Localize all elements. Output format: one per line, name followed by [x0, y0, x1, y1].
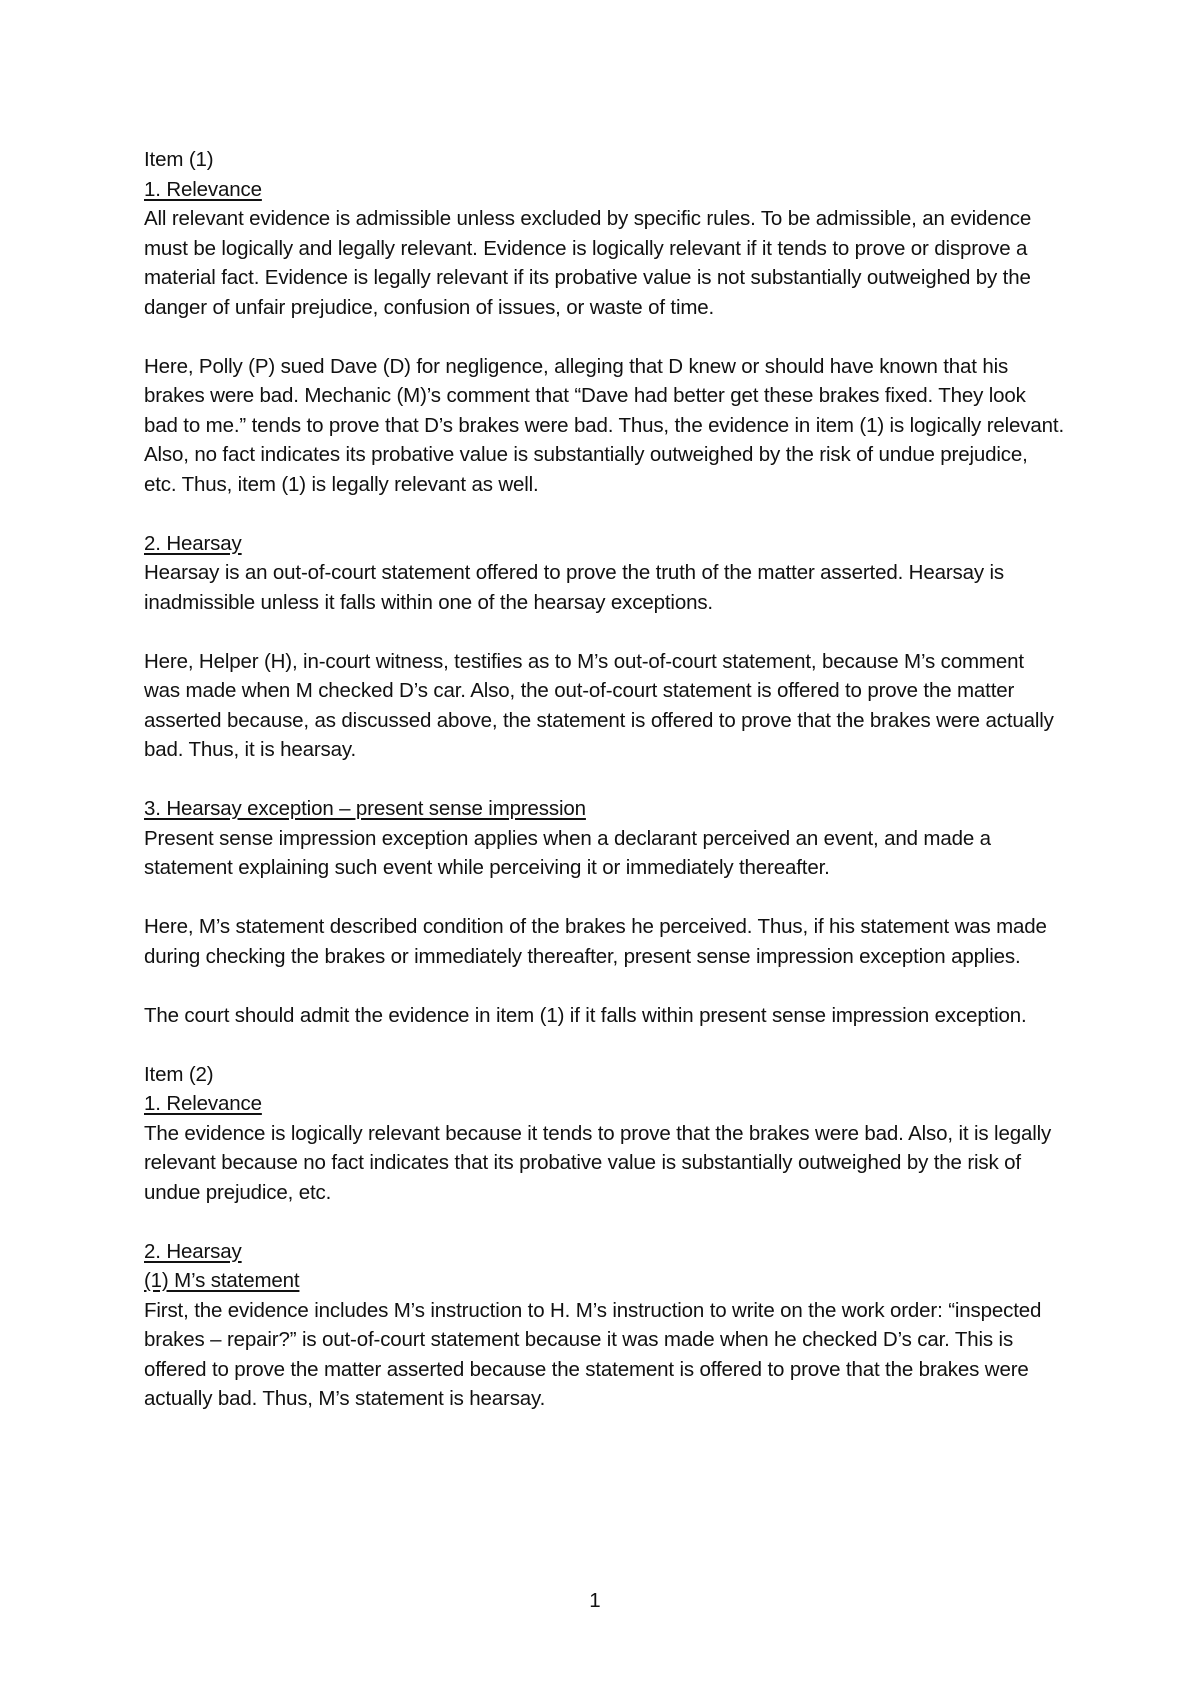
paragraph-gap: [144, 322, 1064, 352]
item-2-label: Item (2): [144, 1062, 214, 1086]
item-2-hearsay-heading: 2. Hearsay: [144, 1239, 242, 1263]
paragraph-gap: [144, 499, 1064, 529]
page-number: 1: [589, 1589, 601, 1612]
item-1-hearsay-analysis: Here, Helper (H), in-court witness, testifies as to M’s out-of-court statement, because M’s comment was made when M checked D’s car. Also, the out-of-court statement is offered to prove the matter asserted because, as discussed above, the statement is offered to prove that the brakes were actually bad. Thus, it is hearsay.: [144, 649, 1054, 761]
item-1-exception-heading: 3. Hearsay exception – present sense impression: [144, 797, 586, 820]
paragraph-gap: [144, 971, 1064, 1001]
item-2-m-statement-analysis: First, the evidence includes M’s instruction to H. M’s instruction to write on the work order: “inspected brakes – repair?” is out-of-court statement because it was made when he checked D’s car. This is offered to prove the matter asserted because the statement is offered to prove that the brakes were actually bad. Thus, M’s statement is hearsay.: [144, 1298, 1042, 1410]
item-1-hearsay-heading: 2. Hearsay: [144, 531, 242, 555]
item-2-relevance-heading: 1. Relevance: [144, 1092, 262, 1115]
paragraph-gap: [144, 1030, 1064, 1060]
paragraph-gap: [144, 617, 1064, 647]
item-1-hearsay-rule: Hearsay is an out-of-court statement offered to prove the truth of the matter asserted. Hearsay is inadmissible unless it falls within one of the hearsay exceptions.: [144, 561, 1005, 614]
item-1-relevance-heading: 1. Relevance: [144, 177, 262, 201]
item-1-conclusion: The court should admit the evidence in item (1) if it falls within present sense impression exception.: [144, 1003, 1027, 1027]
document-body: [144, 145, 1064, 1414]
paragraph-gap: [144, 883, 1064, 913]
item-2-m-statement-heading: (1) M’s statement: [144, 1269, 300, 1292]
paragraph-gap: [144, 1207, 1064, 1237]
item-1-exception-analysis: Here, M’s statement described condition of the brakes he perceived. Thus, if his statement was made during checking the brakes or immediately thereafter, present sense impression exception applies.: [144, 915, 1047, 968]
item-1-relevance-rule: All relevant evidence is admissible unless excluded by specific rules. To be admissible, an evidence must be logically and legally relevant. Evidence is logically relevant if it tends to prove or disprove a material fact. Evidence is legally relevant if its probative value is not substantially outweighed by the danger of unfair prejudice, confusion of issues, or waste of time.: [144, 207, 1032, 319]
item-1-exception-rule: Present sense impression exception applies when a declarant perceived an event, and made a statement explaining such event while perceiving it or immediately thereafter.: [144, 826, 991, 879]
item-2-relevance-analysis: The evidence is logically relevant because it tends to prove that the brakes were bad. Also, it is legally relevant because no fact indicates that its probative value is substantially outweighed by the risk of undue prejudice, etc.: [144, 1121, 1052, 1204]
item-1-relevance-analysis: Here, Polly (P) sued Dave (D) for negligence, alleging that D knew or should have known that his brakes were bad. Mechanic (M)’s comment that “Dave had better get these brakes fixed. They look bad to me.” tends to prove that D’s brakes were bad. Thus, the evidence in item (1) is logically relevant. Also, no fact indicates its probative value is substantially outweighed by the risk of undue prejudice, etc. Thus, item (1) is legally relevant as well.: [144, 354, 1064, 496]
paragraph-gap: [144, 765, 1064, 795]
item-1-label: Item (1): [144, 148, 214, 171]
